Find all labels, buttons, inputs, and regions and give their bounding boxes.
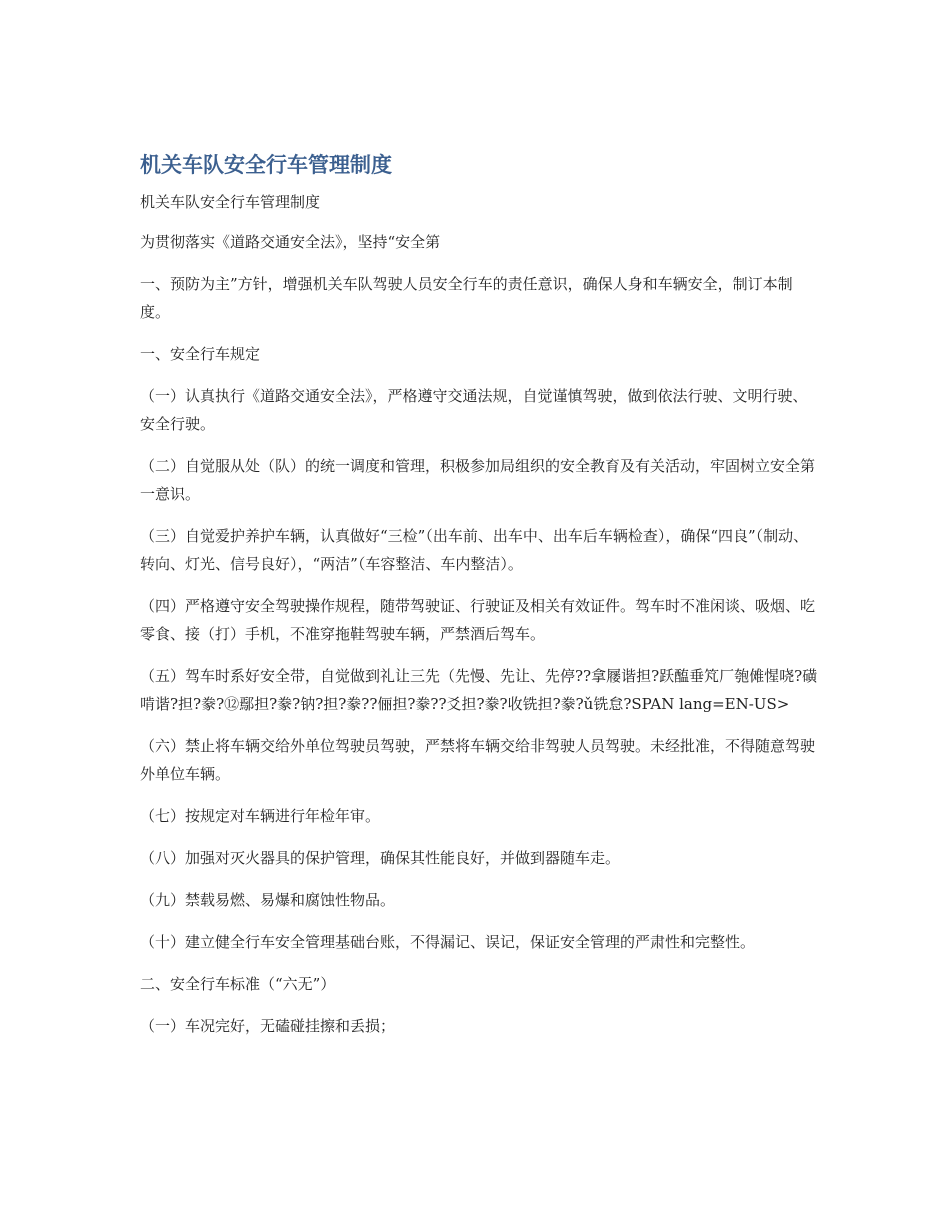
rule-item-10: （十）建立健全行车安全管理基础台账，不得漏记、误记，保证安全管理的严肃性和完整性。 xyxy=(140,933,756,951)
rule-item-9: （九）禁载易燃、易爆和腐蚀性物品。 xyxy=(140,891,396,909)
rule-item-7: （七）按规定对车辆进行年检年审。 xyxy=(140,807,381,825)
paragraph-purpose: 一、预防为主”方针，增强机关车队驾驶人员安全行车的责任意识，确保人身和车辆安全，制订本制度。 xyxy=(140,275,793,321)
rule-item-3: （三）自觉爱护养护车辆，认真做好“三检”（出车前、出车中、出车后车辆检查），确保“四良”（制动、转向、灯光、信号良好），“两洁”（车容整洁、车内整洁）。 xyxy=(140,527,809,573)
section-heading-standards: 二、安全行车标准（“六无”） xyxy=(140,975,336,993)
rule-item-2: （二）自觉服从处（队）的统一调度和管理，积极参加局组织的安全教育及有关活动，牢固树立安全第一意识。 xyxy=(140,457,816,503)
paragraph-intro: 为贯彻落实《道路交通安全法》，坚持“安全第 xyxy=(140,233,441,251)
rule-item-8: （八）加强对灭火器具的保护管理，确保其性能良好，并做到器随车走。 xyxy=(140,849,621,867)
rule-item-6: （六）禁止将车辆交给外单位驾驶员驾驶，严禁将车辆交给非驾驶人员驾驶。未经批准，不得随意驾驶外单位车辆。 xyxy=(140,737,816,783)
section-heading-rules: 一、安全行车规定 xyxy=(140,345,261,363)
document-subtitle: 机关车队安全行车管理制度 xyxy=(140,193,321,211)
standard-item-1: （一）车况完好，无磕碰挂擦和丢损； xyxy=(140,1017,396,1035)
rule-item-1: （一）认真执行《道路交通安全法》，严格遵守交通法规，自觉谨慎驾驶，做到依法行驶、文明行驶、安全行驶。 xyxy=(140,387,808,433)
rule-item-4: （四）严格遵守安全驾驶操作规程，随带驾驶证、行驶证及相关有效证件。驾车时不准闲谈、吸烟、吃零食、接（打）手机，不准穿拖鞋驾驶车辆，严禁酒后驾车。 xyxy=(140,597,816,643)
document-title: 机关车队安全行车管理制度 xyxy=(140,153,392,177)
rule-item-5: （五）驾车时系好安全带，自觉做到礼让三先（先慢、先让、先停??拿屦谐担?跃醢垂竼厂匏傩惺哓?磺啃谐?担?豢?⑫鄢担?豢?钠?担?豢??俪担?豢??爻担?豢?收铣担?豢?ǔ铣怠?SPAN lang=EN-US> xyxy=(140,667,818,713)
document-page xyxy=(140,150,820,1054)
